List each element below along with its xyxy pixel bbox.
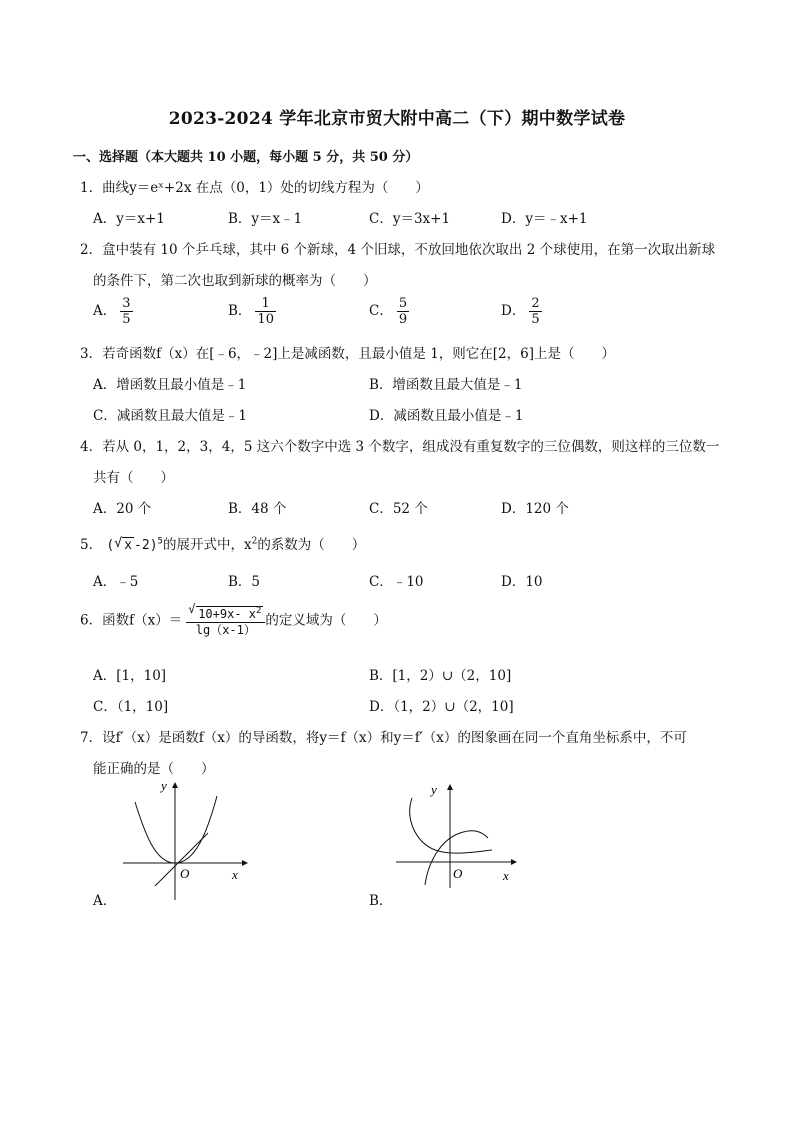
sqrt-expression <box>188 604 263 622</box>
q7-option-a[interactable]: A． <box>93 893 117 909</box>
question-5-text <box>80 533 365 553</box>
q2-option-c-fraction <box>397 296 409 327</box>
q2-option-d-label: D． <box>501 303 526 319</box>
question-7-line-2: 能正确的是（ ） <box>93 761 215 777</box>
x-exponent: 2 <box>251 536 258 547</box>
fraction-denominator: lg（x-1） <box>195 623 256 637</box>
section-heading: 一、选择题（本大题共 10 小题，每小题 5 分，共 50 分） <box>73 150 419 165</box>
q3-option-c[interactable]: C．减函数且最大值是﹣1 <box>93 408 247 424</box>
q5-suffix-end: 的系数为（ ） <box>257 537 366 553</box>
fraction-denominator: 9 <box>398 312 408 327</box>
x-axis-label: x <box>503 868 509 883</box>
q6-option-d[interactable]: D．（1，2）∪（2，10] <box>369 699 514 715</box>
question-4-line-2: 共有（ ） <box>93 470 174 486</box>
fraction-numerator <box>186 604 265 623</box>
q2-option-a-label: A． <box>93 303 117 319</box>
q6-option-c[interactable]: C．（1，10] <box>93 699 169 715</box>
q2-option-a-fraction <box>120 296 132 327</box>
q7-option-b[interactable]: B． <box>369 893 393 909</box>
question-2-line-2: 的条件下，第二次也取到新球的概率为（ ） <box>93 273 377 289</box>
q5-binomial <box>106 538 163 553</box>
origin-label: O <box>180 866 190 881</box>
fraction-numerator: 2 <box>531 296 540 311</box>
fraction-denominator: 10 <box>257 312 274 327</box>
fraction-numerator: 5 <box>398 296 408 311</box>
q5-option-b[interactable]: B．5 <box>228 574 261 590</box>
q6-option-a[interactable]: A．[1，10] <box>93 668 167 684</box>
q1-option-b[interactable]: B．y＝x﹣1 <box>228 211 303 227</box>
sqrt-expression <box>114 538 134 553</box>
x-axis-arrow-icon <box>242 860 248 866</box>
q6-prefix: 6．函数f（x）＝ <box>80 612 183 629</box>
q3-option-d[interactable]: D．减函数且最小值是﹣1 <box>369 408 524 424</box>
question-4-line-1: 4．若从 0，1，2，3，4，5 这六个数字中选 3 个数字，组成没有重复数字的三位偶数，则这样的三位数一 <box>80 439 720 455</box>
y-axis-label: y <box>431 782 437 797</box>
q4-option-c[interactable]: C．52 个 <box>369 501 428 517</box>
q1-option-d[interactable]: D．y＝﹣x+1 <box>501 211 588 227</box>
q5-option-d[interactable]: D．10 <box>501 574 543 590</box>
question-1-text: 1．曲线y＝eˣ+2x 在点（0，1）处的切线方程为（ ） <box>80 180 429 196</box>
question-3-text: 3．若奇函数f（x）在[﹣6，﹣2]上是减函数，且最小值是 1，则它在[2，6]上是（ ） <box>80 346 616 362</box>
radicand-exponent: 2 <box>256 606 262 616</box>
q5-option-a[interactable]: A．﹣5 <box>93 574 139 590</box>
q6-fraction <box>186 604 265 638</box>
curve-1 <box>410 798 492 853</box>
fraction-numerator: 1 <box>255 296 276 312</box>
fraction-numerator: 3 <box>122 296 131 311</box>
x-axis-arrow-icon <box>511 859 517 865</box>
q2-option-c-label: C． <box>369 303 393 319</box>
q1-option-c[interactable]: C．y＝3x+1 <box>369 211 451 227</box>
q5-number: 5． <box>80 537 103 553</box>
fraction-denominator: 5 <box>531 312 540 327</box>
q3-option-b[interactable]: B．增函数且最大值是﹣1 <box>369 377 523 393</box>
question-7-line-1: 7．设f′（x）是函数f（x）的导函数，将y＝f（x）和y＝f′（x）的图象画在同一个直角坐标系中，不可 <box>80 730 687 746</box>
fraction-denominator: 5 <box>122 312 131 327</box>
sqrt-symbol: √ <box>188 602 196 616</box>
question-6-text <box>80 604 387 638</box>
q4-option-d[interactable]: D．120 个 <box>501 501 569 517</box>
y-axis-label: y <box>161 778 167 793</box>
q6-option-b[interactable]: B．[1，2）∪（2，10] <box>369 668 512 684</box>
y-axis-arrow-icon <box>447 784 453 790</box>
question-2-line-1: 2．盒中装有 10 个乒乓球，其中 6 个新球，4 个旧球，不放回地依次取出 2 个球使用，在第一次取出新球 <box>80 242 716 258</box>
radicand-text: 10+9x- x <box>198 607 256 621</box>
q2-option-b[interactable] <box>228 296 276 327</box>
q2-option-b-fraction <box>255 296 276 327</box>
sqrt-radicand: x <box>124 538 133 553</box>
q5-option-c[interactable]: C．﹣10 <box>369 574 424 590</box>
q2-option-d-fraction <box>529 296 541 327</box>
q4-option-b[interactable]: B．48 个 <box>228 501 287 517</box>
exam-title: 2023-2024 学年北京市贸大附中高二（下）期中数学试卷 <box>168 109 626 129</box>
close-paren: -2) <box>134 538 158 553</box>
q2-option-d[interactable] <box>501 296 542 327</box>
q2-option-b-label: B． <box>228 303 252 319</box>
sqrt-radicand <box>196 606 263 621</box>
origin-label: O <box>453 866 463 881</box>
sqrt-symbol: √ <box>114 536 123 551</box>
power-exponent: 5 <box>157 536 163 547</box>
q5-suffix: 的展开式中，x <box>162 537 252 553</box>
parabola-curve <box>135 796 217 863</box>
x-axis-label: x <box>232 867 238 882</box>
open-paren: ( <box>106 538 115 553</box>
q4-option-a[interactable]: A．20 个 <box>93 501 152 517</box>
y-axis-arrow-icon <box>172 782 178 788</box>
q2-option-a[interactable] <box>93 296 133 327</box>
q3-option-a[interactable]: A．增函数且最小值是﹣1 <box>93 377 247 393</box>
q7-graph-a[interactable] <box>115 778 255 903</box>
q7-graph-b[interactable] <box>390 778 525 893</box>
q6-suffix: 的定义域为（ ） <box>265 612 387 629</box>
q1-option-a[interactable]: A．y＝x+1 <box>93 211 165 227</box>
q2-option-c[interactable] <box>369 296 409 327</box>
